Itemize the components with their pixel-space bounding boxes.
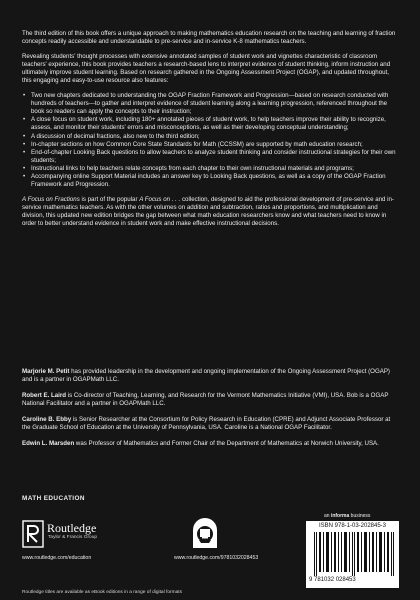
feature-item: • Instructional links to help teachers relate concepts from each chapter to their own instructional materials and programs; xyxy=(31,165,398,173)
features-list xyxy=(22,92,398,189)
author-name: Edwin L. Marsden xyxy=(22,440,75,448)
support-material-url[interactable]: www.routledge.com/9781032028453 xyxy=(174,555,259,561)
publisher-url[interactable]: www.routledge.com/education xyxy=(22,555,92,561)
barcode-digits: 9 781032 028453 xyxy=(309,577,356,583)
isbn-text: ISBN 978-1-03-202845-3 xyxy=(318,523,387,529)
cover-footer-area xyxy=(22,513,398,588)
publisher-name: Routledge xyxy=(47,521,97,535)
intro-paragraph: The third edition of this book offers a unique approach to making mathematics education research on the teaching and learning of fraction concepts readily accessible and understandable to pre-service and in-service K-8 mathematics teachers. xyxy=(22,30,396,46)
publisher-group: Taylor & Francis Group xyxy=(48,535,98,540)
author-bio: Caroline B. Ebby is Senior Researcher at the Consortium for Policy Research in Education (CPRE) and Adjunct Associate Professor at the Graduate School of Education at the University of Pennsylvania, USA. Caroline is a National OGAP Facilitator. xyxy=(22,416,391,432)
support-material-badge-icon xyxy=(180,518,230,550)
author-name: Robert E. Laird xyxy=(22,392,67,400)
book-title: A Focus on Fractions xyxy=(22,195,80,203)
back-cover-copy xyxy=(22,30,398,235)
feature-item: • In-chapter sections on how Common Core State Standards for Math (CCSSM) are supported by math education research; xyxy=(31,141,398,149)
barcode-icon xyxy=(314,532,394,576)
author-name: Marjorie M. Petit xyxy=(22,368,70,375)
routledge-logo-icon xyxy=(22,520,44,548)
ebook-notice: Routledge titles are available as eBook editions in a range of digital formats xyxy=(22,590,182,595)
author-bio: Marjorie M. Petit has provided leadership in the development and ongoing implementation of the Ongoing Assessment Project (OGAP) and is a partner in OGAPMath LLC. xyxy=(22,368,390,384)
intro-paragraph: Revealing students' thought processes with extensive annotated samples of student work and vignettes characteristic of classroom teachers' experience, this book provides teachers a research-based lens to interpret evidence of student thinking, inform instruction and ultimately improve student learning. Based on research gathered in the Ongoing Assessment Project (OGAP), and updated throughout, this engaging and easy-to-use resource also features: xyxy=(22,53,391,85)
barcode-panel xyxy=(306,521,399,588)
subject-label: MATH EDUCATION xyxy=(22,495,85,502)
series-name: A Focus on . . . xyxy=(139,195,181,203)
feature-item: • End-of-chapter Looking Back questions to allow teachers to analyze student thinking and consider instructional strategies for their own students; xyxy=(31,149,398,165)
informa-business-label: an informa business xyxy=(324,513,371,519)
author-bios xyxy=(22,368,398,456)
closing-paragraph: A Focus on Fractions is part of the popular A Focus on . . . collection, designed to aid the professional development of pre-service and in-service mathematics teachers. As with the other volumes on addition and subtraction, ratios and proportions, and multiplication and division, this updated new edition bridges the gap between what math education researchers know and what teachers need to know in order to better understand evidence in student work and make effective instructional decisions. xyxy=(22,195,394,227)
author-name: Caroline B. Ebby xyxy=(22,416,72,424)
author-bio: Edwin L. Marsden was Professor of Mathematics and Former Chair of the Department of Mathematics at Norwich University, USA. xyxy=(22,440,379,448)
feature-item: • Two new chapters dedicated to understanding the OGAP Fraction Framework and Progression—based on research conducted with hundreds of teachers—to gather and interpret evidence of student learning along a learning progression, referenced throughout the book so readers can apply the concepts to their instruction; xyxy=(31,92,398,116)
feature-item: • A close focus on student work, including 180+ annotated pieces of student work, to help teachers improve their ability to recognize, assess, and monitor their students' errors and misconceptions, as well as their developing conceptual understanding; xyxy=(31,116,398,132)
feature-item: • Accompanying online Support Material includes an answer key to Looking Back questions, as well as a copy of the OGAP Fraction Framework and Progression. xyxy=(31,173,398,189)
feature-item: • A discussion of decimal fractions, also new to the third edition; xyxy=(31,133,398,141)
author-bio: Robert E. Laird is Co-director of Teaching, Learning, and Research for the Vermont Mathematics Initiative (VMI), USA. Bob is a OGAP National Facilitator and a partner in OGAPMath LLC. xyxy=(22,392,389,408)
